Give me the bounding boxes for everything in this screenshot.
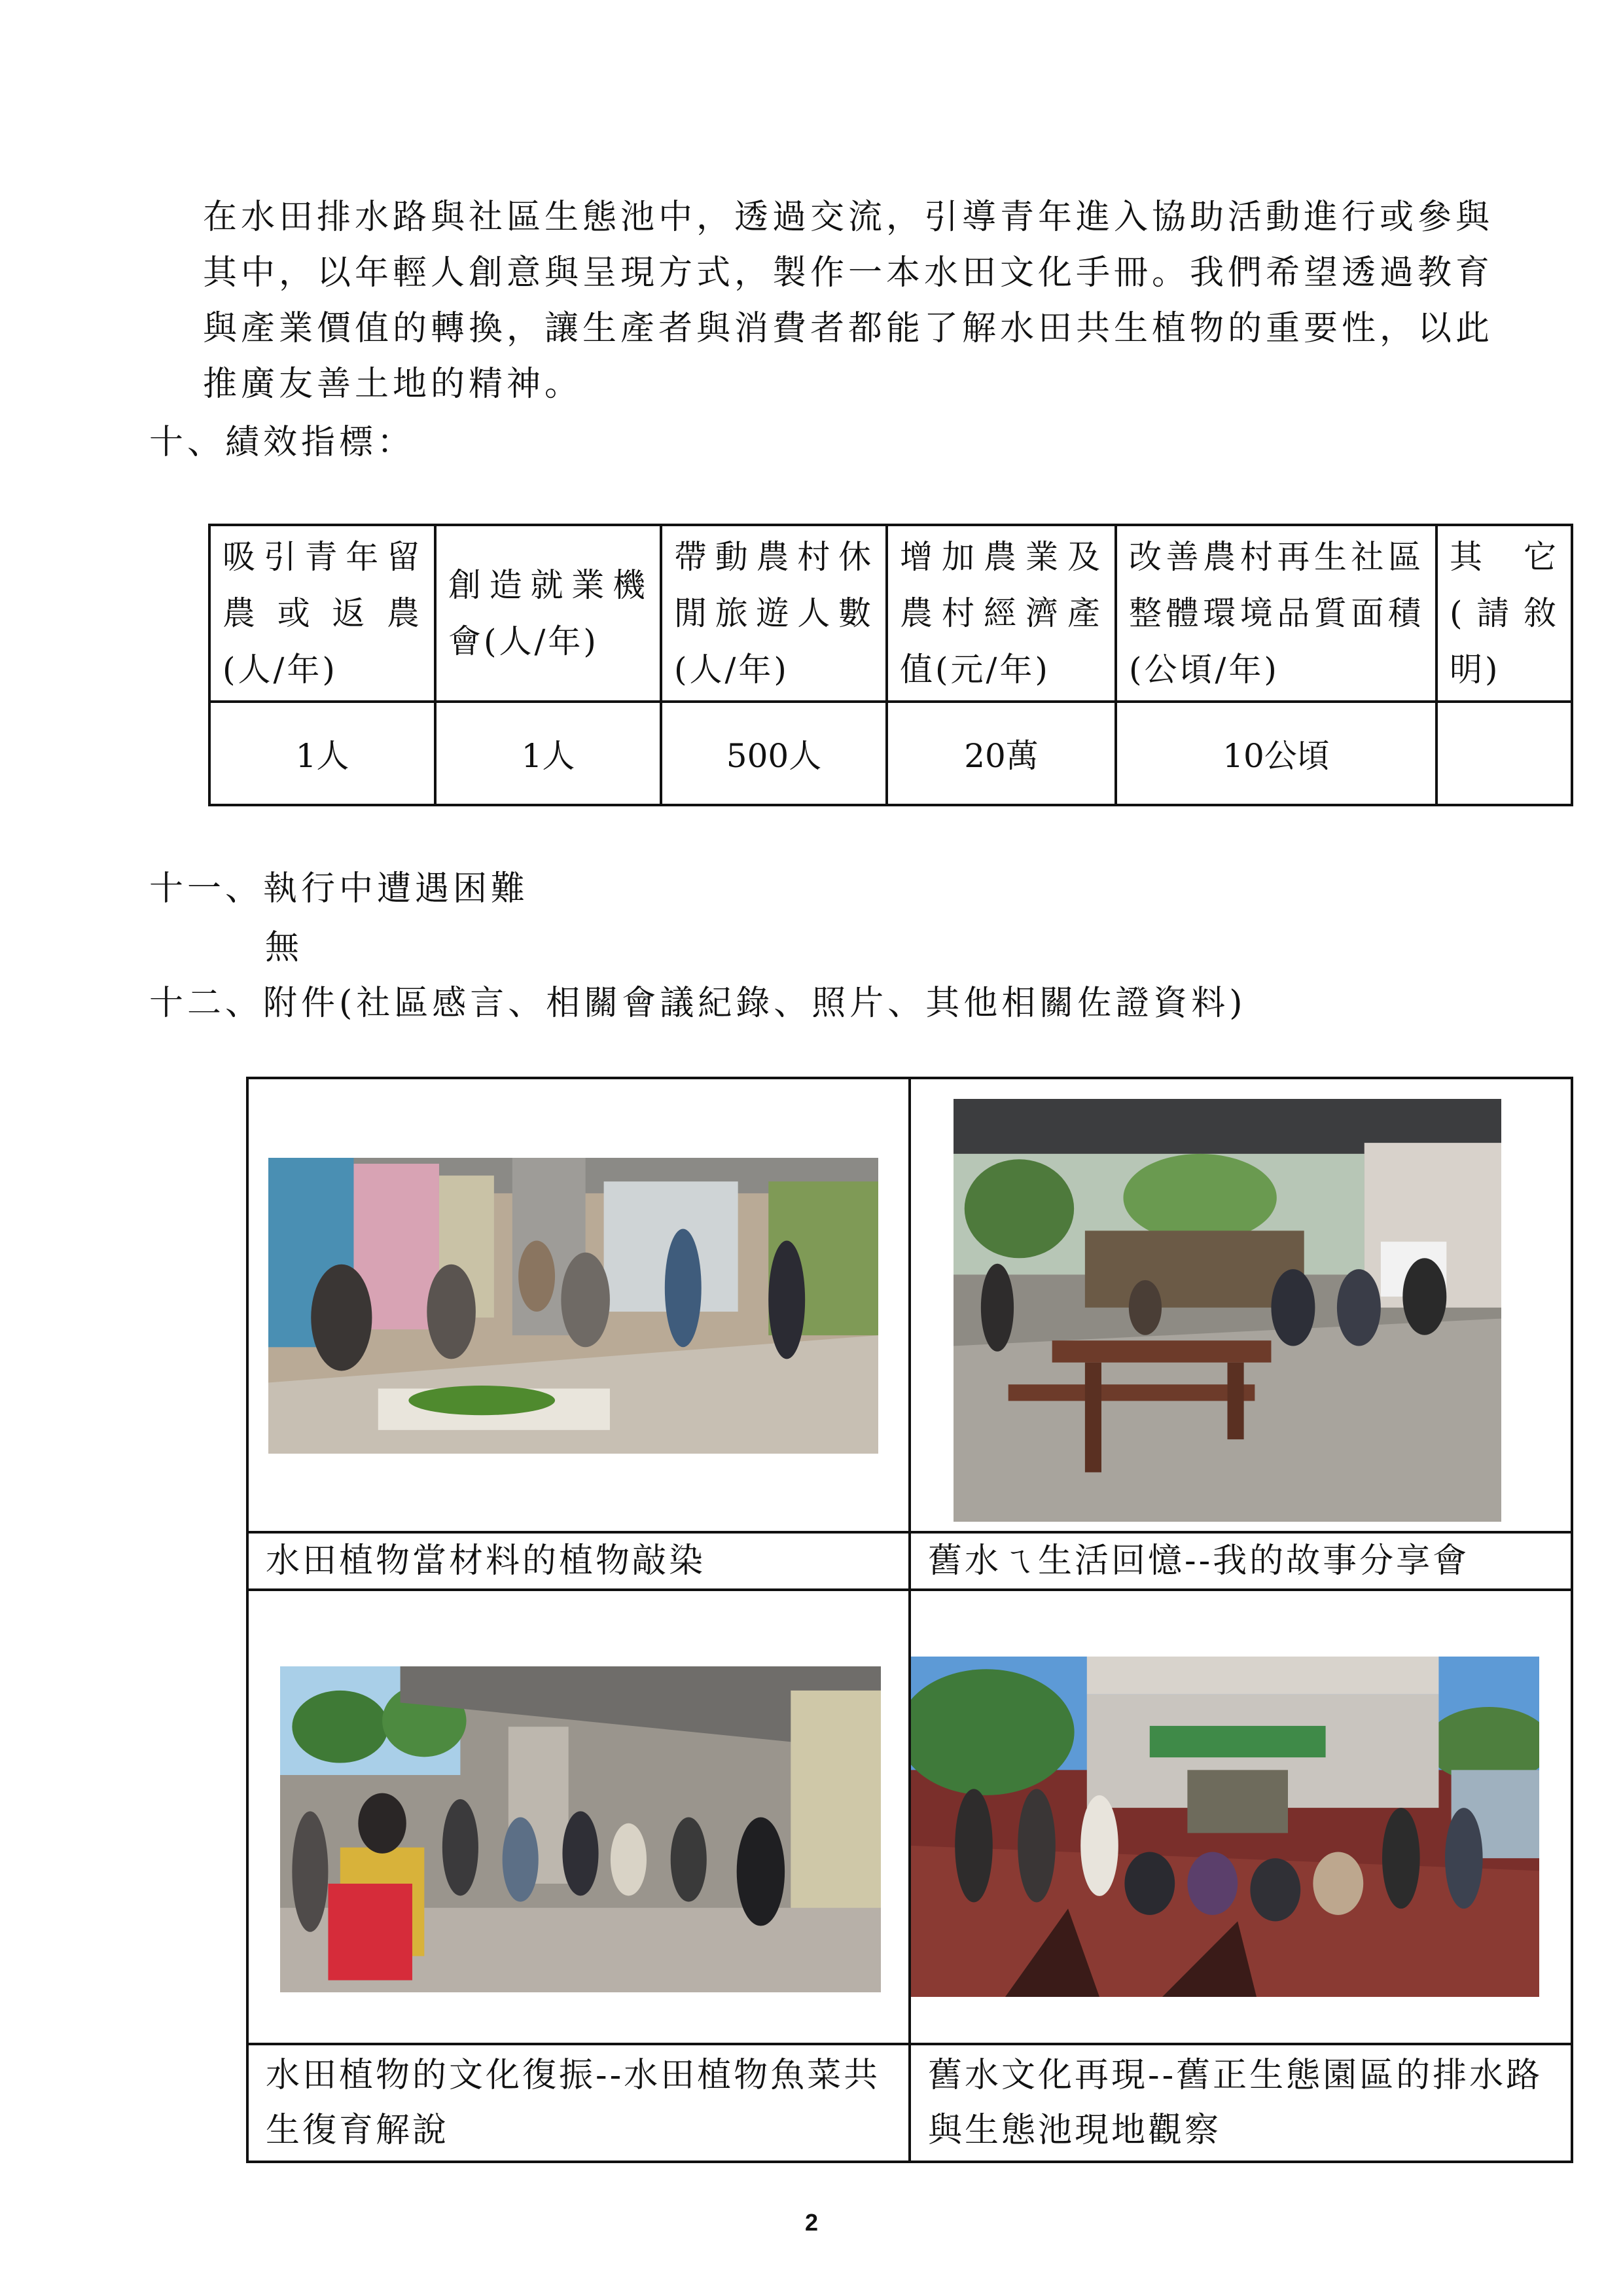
- photo-drainage-observation: [911, 1657, 1539, 1997]
- photo-caption: 水田植物當材料的植物敲染: [247, 1532, 910, 1590]
- kpi-table: [208, 524, 1573, 806]
- kpi-header-economy: 增加農業及農村經濟產值(元/年): [887, 525, 1116, 702]
- intro-line: 其中，以年輕人創意與呈現方式，製作一本水田文化手冊。我們希望透過教育: [203, 253, 1494, 293]
- section-12-heading: 十二、附件(社區感言、相關會議紀錄、照片、其他相關佐證資料): [149, 984, 1247, 1023]
- section-11-body: 無: [265, 928, 300, 967]
- kpi-value-youth: 1人: [209, 702, 435, 805]
- section-10-heading: 十、績效指標：: [149, 423, 416, 462]
- photo-caption: 舊水ㄟ生活回憶--我的故事分享會: [910, 1532, 1572, 1590]
- kpi-value-other: [1436, 702, 1572, 805]
- intro-line: 推廣友善土地的精神。: [203, 365, 583, 404]
- intro-line: 與產業價值的轉換，讓生產者與消費者都能了解水田共生植物的重要性，以此: [203, 309, 1494, 348]
- section-11-heading: 十一、執行中遭遇困難: [149, 869, 529, 908]
- photo-plant-dyeing: [268, 1158, 878, 1454]
- kpi-value-tourism: 500人: [661, 702, 887, 805]
- kpi-value-economy: 20萬: [887, 702, 1116, 805]
- kpi-value-environment: 10公頃: [1116, 702, 1436, 805]
- kpi-header-tourism: 帶動農村休閒旅遊人數(人/年): [661, 525, 887, 702]
- photo-cell: [247, 1590, 910, 2044]
- kpi-header-youth: 吸引青年留農或返農(人/年): [209, 525, 435, 702]
- photo-grid: [246, 1077, 1573, 2163]
- intro-line: 在水田排水路與社區生態池中，透過交流，引導青年進入協助活動進行或參與: [203, 198, 1494, 237]
- photo-caption: 舊水文化再現--舊正生態園區的排水路與生態池現地觀察: [910, 2044, 1572, 2162]
- photo-aquaponics-tour: [280, 1666, 881, 1992]
- kpi-header-environment: 改善農村再生社區整體環境品質面積(公頃/年): [1116, 525, 1436, 702]
- photo-story-sharing: [954, 1099, 1501, 1522]
- photo-cell: [247, 1078, 910, 1532]
- kpi-header-jobs: 創造就業機會(人/年): [435, 525, 661, 702]
- intro-paragraph: [203, 190, 1531, 412]
- photo-cell: [910, 1590, 1572, 2044]
- page-number: 2: [804, 2209, 819, 2236]
- kpi-header-other: 其它(請敘明): [1436, 525, 1572, 702]
- kpi-value-row: [209, 702, 1572, 805]
- kpi-value-jobs: 1人: [435, 702, 661, 805]
- photo-caption: 水田植物的文化復振--水田植物魚菜共生復育解說: [247, 2044, 910, 2162]
- kpi-header-row: [209, 525, 1572, 702]
- photo-cell: [910, 1078, 1572, 1532]
